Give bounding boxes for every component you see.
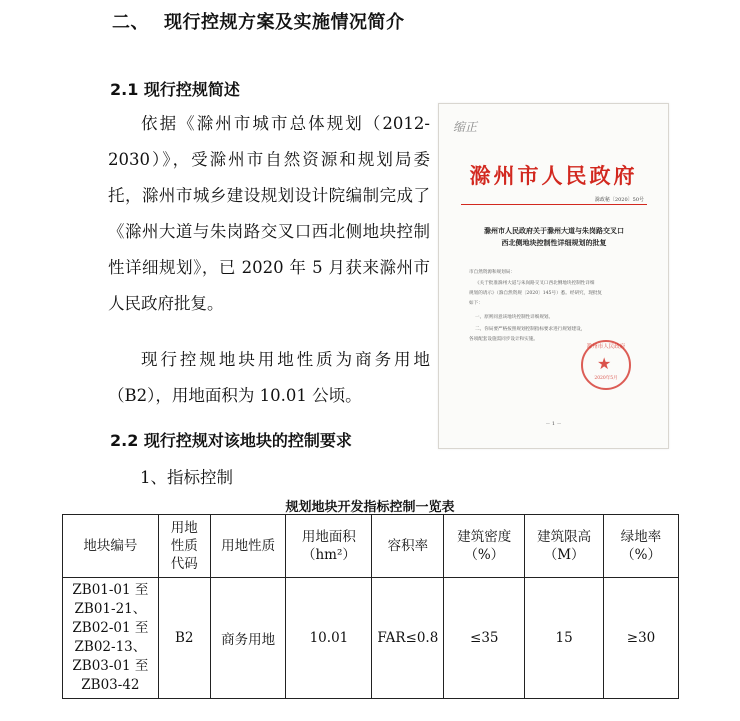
header-density: 建筑密度 （%） bbox=[444, 515, 525, 578]
document-title bbox=[459, 225, 649, 249]
seal-text: 滁州市人民政府 bbox=[586, 344, 626, 350]
section-heading bbox=[112, 8, 405, 34]
document-body-line: 如下： bbox=[469, 301, 483, 306]
document-body-line: 规划的请示》（滁自然资规〔2020〕145号）悉。经研究，现批复 bbox=[469, 291, 603, 296]
seal-star-icon: ★ bbox=[597, 354, 612, 373]
document-body-line: 二、你局要严格按照规划控制指标要求进行规划建设， bbox=[475, 327, 586, 332]
paragraph-2 bbox=[108, 342, 430, 414]
list-item-indicator-control: 1、指标控制 bbox=[140, 468, 233, 487]
header-area: 用地面积 （hm²） bbox=[286, 515, 372, 578]
p1-line: 来滁州市人民政府批复。 bbox=[108, 258, 430, 313]
cell-height: 15 bbox=[525, 578, 604, 699]
table-header-row bbox=[63, 515, 679, 578]
document-issuer: 滁州市人民政府 bbox=[469, 163, 638, 188]
cell-green: ≥30 bbox=[604, 578, 679, 699]
handwritten-note: 缩正 bbox=[453, 120, 478, 134]
red-divider bbox=[461, 204, 647, 205]
cell-land-code: B2 bbox=[158, 578, 210, 699]
document-body-line: 市自然资源和规划局： bbox=[469, 270, 515, 275]
cell-land-use: 商务用地 bbox=[210, 578, 286, 699]
table-row bbox=[63, 578, 679, 699]
document-body-line: 《关于批准滁州大道与朱岗路交叉口西北侧地块控制性详细 bbox=[475, 281, 595, 286]
header-land-use: 用地性质 bbox=[210, 515, 286, 578]
cell-plot-code: ZB01-01 至 ZB01-21、 ZB02-01 至 ZB02-13、 ZB03-01 至 ZB03-42 bbox=[63, 578, 159, 699]
paragraph-1 bbox=[108, 106, 430, 322]
seal-date: 2020年5月 bbox=[594, 376, 618, 381]
section-number: 二、 bbox=[112, 12, 149, 33]
p1-line: 局委托，滁州市城乡建设规划设计院编制 bbox=[108, 150, 430, 205]
header-green: 绿地率 （%） bbox=[604, 515, 679, 578]
approval-document-image bbox=[438, 103, 669, 449]
p1-line: 依据《滁州市城市总体规划 bbox=[141, 114, 364, 133]
p2-line: （B2），用地面积为 10.01 公顷。 bbox=[108, 386, 362, 405]
document-body-line: 一、原则同意该地块控制性详细规划。 bbox=[475, 315, 554, 320]
p2-line: 现行控规地块用地性质为商务用地 bbox=[141, 350, 430, 369]
p1-line: 地块控制性详细规划》，已 2020 年 5 月获 bbox=[108, 222, 431, 277]
header-plot-code: 地块编号 bbox=[63, 515, 159, 578]
cell-area: 10.01 bbox=[286, 578, 372, 699]
table-caption: 规划地块开发指标控制一览表 bbox=[285, 500, 455, 515]
subsection-heading-2-1: 2.1 现行控规简述 bbox=[110, 80, 240, 99]
header-far: 容积率 bbox=[372, 515, 444, 578]
cell-density: ≤35 bbox=[444, 578, 525, 699]
document-number: 滁政秘〔2020〕50号 bbox=[594, 197, 644, 203]
document-title-line: 西北侧地块控制性详细规划的批复 bbox=[501, 238, 607, 247]
section-title: 现行控规方案及实施情况简介 bbox=[164, 12, 405, 33]
p1-line: 完成了《滁州大道与朱岗路交叉口西北侧 bbox=[108, 186, 431, 241]
indicator-table bbox=[62, 514, 679, 699]
header-height: 建筑限高 （M） bbox=[525, 515, 604, 578]
header-land-code: 用地 性质 代码 bbox=[158, 515, 210, 578]
subsection-heading-2-2: 2.2 现行控规对该地块的控制要求 bbox=[110, 431, 352, 450]
cell-far: FAR≤0.8 bbox=[372, 578, 444, 699]
document-body-line: 各项配套设施需同步设计和实施。 bbox=[469, 337, 538, 342]
p1-line: （2012-2030）》，受滁州市自然资源和规划 bbox=[108, 114, 430, 169]
page-marker: － 1 － bbox=[545, 421, 562, 427]
document-title-line: 滁州市人民政府关于滁州大道与朱岗路交叉口 bbox=[484, 226, 624, 235]
